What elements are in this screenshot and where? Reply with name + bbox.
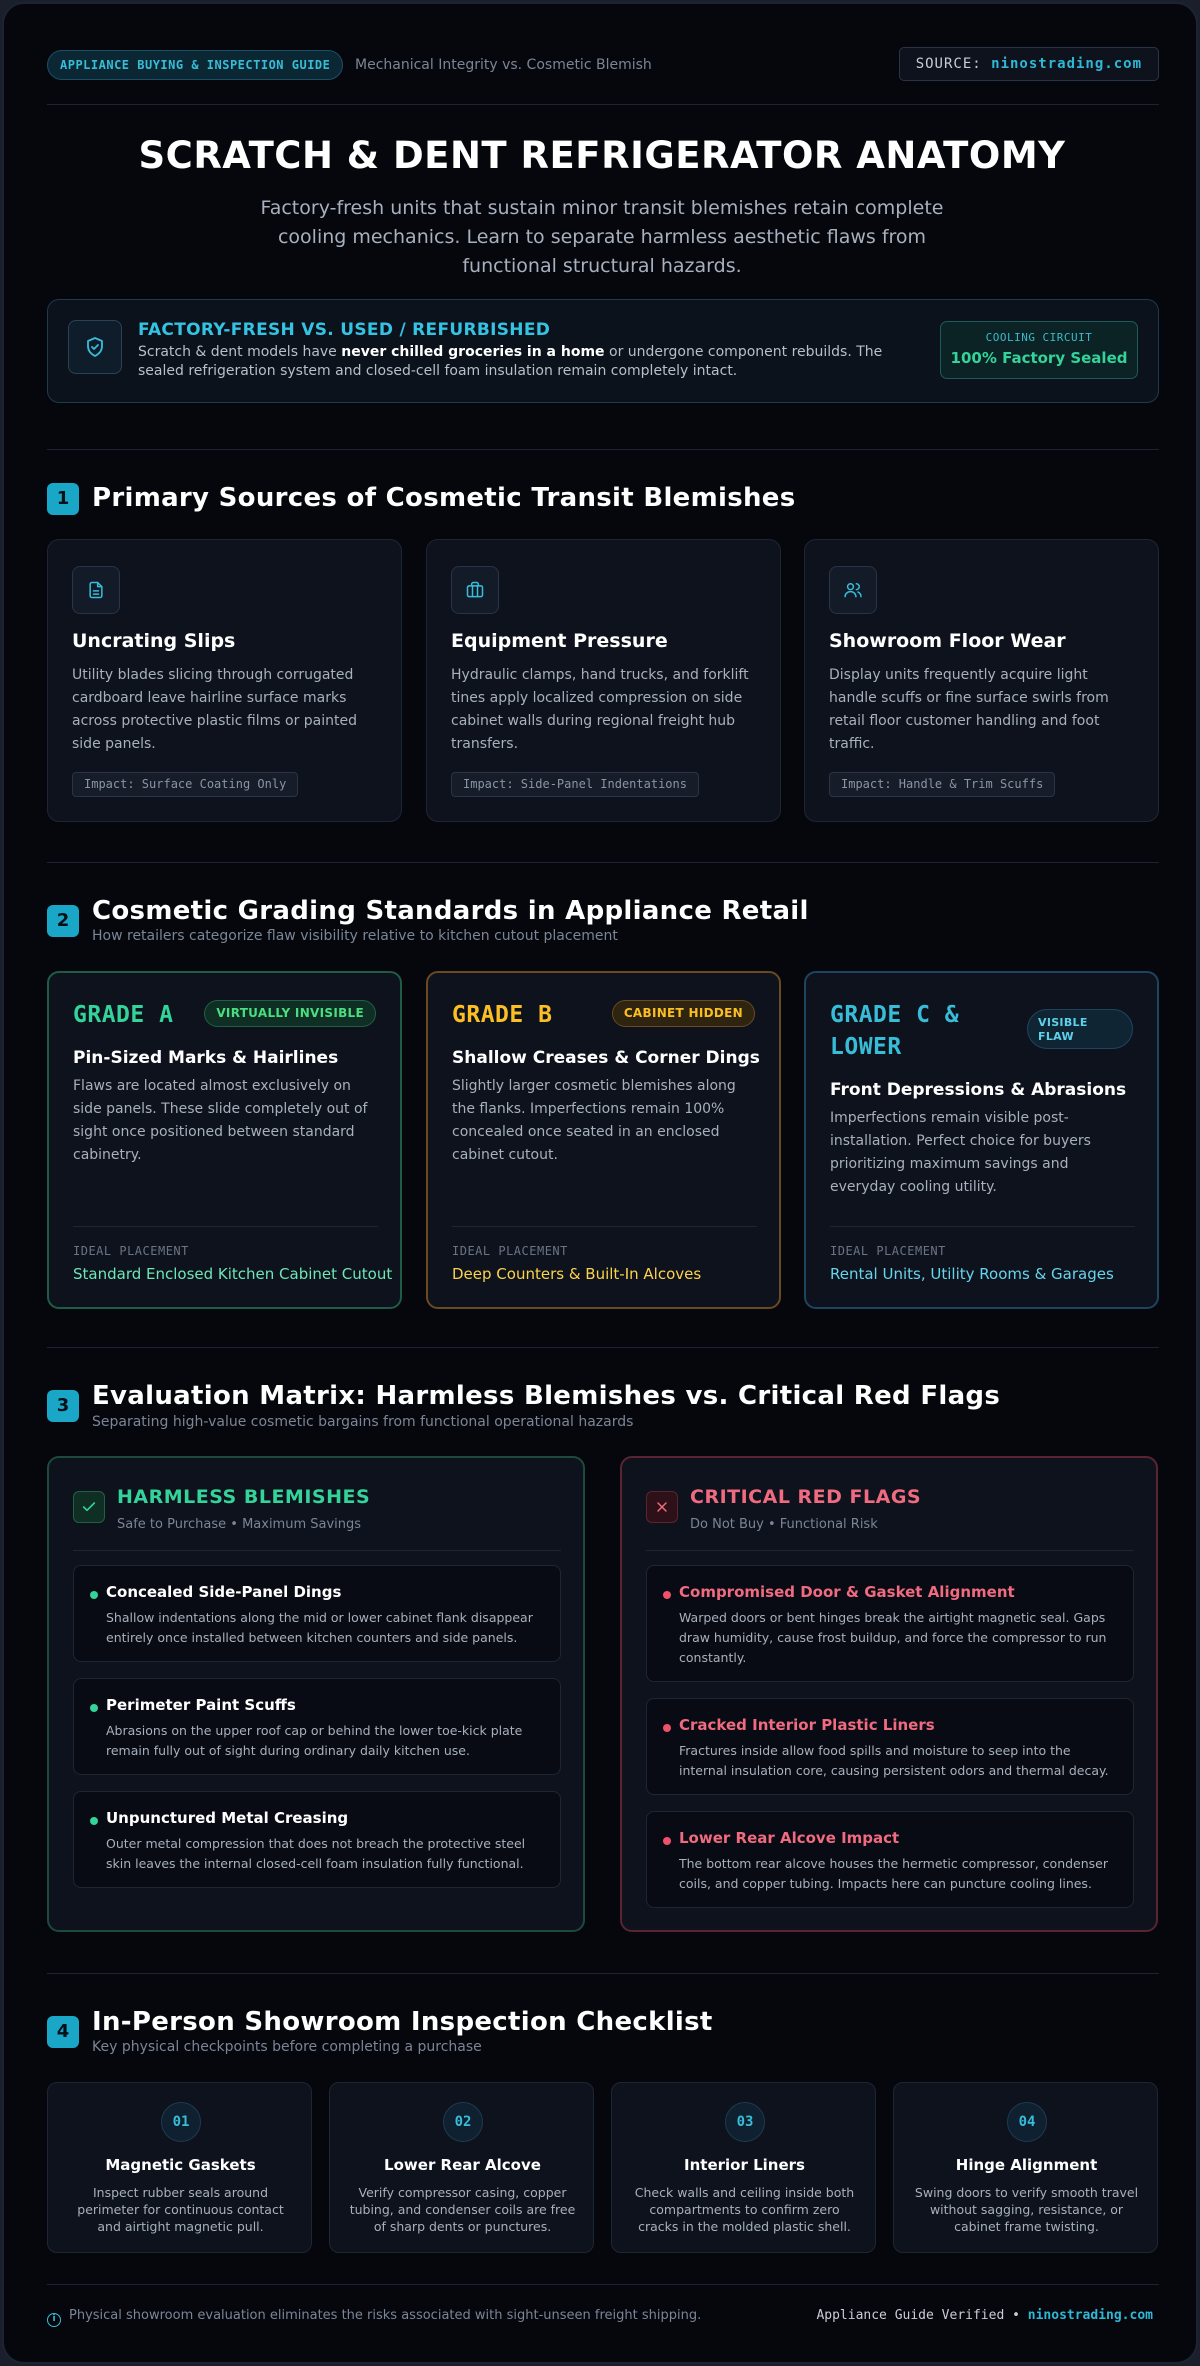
source-card [47, 539, 402, 822]
header-subtitle: Mechanical Integrity vs. Cosmetic Blemish [355, 57, 652, 73]
divider [73, 1226, 378, 1227]
seal-label: COOLING CIRCUIT [985, 331, 1093, 344]
ideal-placement-value: Rental Units, Utility Rooms & Garages [830, 1265, 1114, 1283]
divider [47, 104, 1159, 105]
grade-card-a [47, 971, 402, 1309]
list-item [73, 1565, 561, 1662]
item-title: Cracked Interior Plastic Liners [679, 1716, 935, 1734]
panel-title: CRITICAL RED FLAGS [690, 1486, 922, 1508]
factory-fresh-banner [47, 299, 1159, 403]
section-title: In-Person Showroom Inspection Checklist [92, 2007, 713, 2037]
seal-value: 100% Factory Sealed [950, 349, 1128, 367]
checklist-text: Verify compressor casing, copper tubing, and condenser coils are free of sharp dents or punctures. [349, 2185, 576, 2234]
banner-emphasis: never chilled groceries in a home [341, 344, 605, 360]
grade-text: Flaws are located almost exclusively on side panels. These slide completely out of sight once positioned between standard cabinetry. [73, 1078, 368, 1163]
item-text: Shallow indentations along the mid or lower cabinet flank disappear entirely once installed between kitchen counters and side panels. [106, 1610, 533, 1645]
item-text: Fractures inside allow food spills and moisture to seep into the internal insulation core, causing persistent odors and thermal decay. [679, 1743, 1109, 1778]
grade-name: GRADE A [73, 1002, 174, 1028]
source-prefix: SOURCE: [915, 56, 992, 72]
bullet-icon [90, 1704, 98, 1712]
checklist-title: Magnetic Gaskets [105, 2156, 256, 2174]
section-title: Cosmetic Grading Standards in Appliance Retail [92, 896, 809, 926]
checklist-text: Swing doors to verify smooth travel without sagging, resistance, or cabinet frame twisting. [914, 2185, 1139, 2234]
section-title: Primary Sources of Cosmetic Transit Blemishes [92, 483, 796, 513]
section-subtitle: Separating high-value cosmetic bargains from functional operational hazards [92, 1414, 634, 1430]
guide-pill: APPLIANCE BUYING & INSPECTION GUIDE [47, 50, 343, 80]
shield-check-icon [68, 320, 122, 374]
item-title: Unpunctured Metal Creasing [106, 1809, 349, 1827]
checklist-title: Hinge Alignment [955, 2156, 1098, 2174]
bullet-icon [663, 1837, 671, 1845]
ideal-placement-label: IDEAL PLACEMENT [830, 1244, 946, 1258]
source-card-text: Hydraulic clamps, hand trucks, and forklift tines apply localized compression on side cabinet walls during regional freight hub transfers. [451, 667, 749, 752]
grade-badge: VISIBLE FLAW [1027, 1009, 1133, 1049]
item-title: Concealed Side-Panel Dings [106, 1583, 342, 1601]
checklist-number: 01 [161, 2102, 201, 2142]
x-icon [646, 1491, 678, 1523]
item-title: Lower Rear Alcove Impact [679, 1829, 900, 1847]
check-icon [73, 1491, 105, 1523]
grade-card-b [426, 971, 781, 1309]
divider [47, 1347, 1159, 1348]
source-card [804, 539, 1159, 822]
grade-heading: Front Depressions & Abrasions [830, 1080, 1127, 1100]
source-box[interactable] [899, 47, 1159, 81]
panel-title: HARMLESS BLEMISHES [117, 1486, 371, 1508]
section-number: 4 [47, 2016, 79, 2048]
impact-tag: Impact: Handle & Trim Scuffs [829, 772, 1055, 797]
footer-site-link[interactable]: ninostrading.com [1027, 2308, 1153, 2323]
list-item [73, 1791, 561, 1888]
grade-name: GRADE B [452, 1002, 553, 1028]
grade-text: Slightly larger cosmetic blemishes along the flanks. Imperfections remain 100% concealed once seated in an enclosed cabinet cutout. [452, 1078, 736, 1163]
grade-heading: Pin-Sized Marks & Hairlines [73, 1048, 339, 1068]
grade-badge: VIRTUALLY INVISIBLE [204, 1000, 376, 1027]
section-title: Evaluation Matrix: Harmless Blemishes vs. Critical Red Flags [92, 1381, 1001, 1411]
grade-name: GRADE C & LOWER [830, 1002, 960, 1060]
section-subtitle: How retailers categorize flaw visibility relative to kitchen cutout placement [92, 928, 618, 944]
bullet-icon [90, 1591, 98, 1599]
grade-heading: Shallow Creases & Corner Dings [452, 1048, 760, 1068]
banner-title: FACTORY-FRESH VS. USED / REFURBISHED [138, 320, 551, 340]
checklist-item [47, 2082, 312, 2253]
footer-note-text: Physical showroom evaluation eliminates the risks associated with sight-unseen freight shipping. [69, 2308, 702, 2323]
section-number: 3 [47, 1390, 79, 1422]
checklist-number: 03 [725, 2102, 765, 2142]
list-item [646, 1811, 1134, 1908]
checklist-number: 04 [1007, 2102, 1047, 2142]
impact-tag: Impact: Surface Coating Only [72, 772, 298, 797]
item-title: Compromised Door & Gasket Alignment [679, 1583, 1015, 1601]
divider [452, 1226, 757, 1227]
ideal-placement-value: Standard Enclosed Kitchen Cabinet Cutout [73, 1265, 393, 1283]
ideal-placement-label: IDEAL PLACEMENT [452, 1244, 568, 1258]
checklist-item [329, 2082, 594, 2253]
divider [830, 1226, 1135, 1227]
source-card [426, 539, 781, 822]
divider [73, 1550, 561, 1551]
item-text: Warped doors or bent hinges break the airtight magnetic seal. Gaps draw humidity, cause frost buildup, and force the compressor to run constantly. [679, 1610, 1107, 1665]
checklist-title: Lower Rear Alcove [384, 2156, 541, 2174]
page-title: SCRATCH & DENT REFRIGERATOR ANATOMY [138, 134, 1066, 177]
divider [47, 2284, 1159, 2285]
divider [47, 1973, 1159, 1974]
checklist-item [611, 2082, 876, 2253]
panel-subtitle: Do Not Buy • Functional Risk [690, 1517, 878, 1532]
cooling-circuit-badge [940, 321, 1138, 379]
section-number: 1 [47, 483, 79, 515]
bullet-icon [663, 1591, 671, 1599]
banner-text: Scratch & dent models have never chilled groceries in a home or undergone component rebuilds. The sealed refrigeration system and closed-cell foam insulation remain completely intact. [138, 344, 883, 379]
source-card-text: Utility blades slicing through corrugated cardboard leave hairline surface marks across protective plastic films or painted side panels. [72, 667, 358, 752]
panel-subtitle: Safe to Purchase • Maximum Savings [117, 1517, 362, 1532]
section-subtitle: Key physical checkpoints before completing a purchase [92, 2039, 482, 2055]
footer-verified: Appliance Guide Verified • ninostrading.com [816, 2308, 1153, 2323]
page-subtitle: Factory-fresh units that sustain minor transit blemishes retain complete cooling mechanics. Learn to separate harmless aesthetic flaws from functional structural hazards. [260, 197, 944, 277]
grade-text: Imperfections remain visible post-installation. Perfect choice for buyers prioritizing maximum savings and everyday cooling utility. [830, 1110, 1091, 1195]
source-card-title: Uncrating Slips [72, 630, 236, 652]
briefcase-icon [451, 566, 499, 614]
source-card-title: Equipment Pressure [451, 630, 668, 652]
divider [47, 862, 1159, 863]
grade-card-c [804, 971, 1159, 1309]
grade-badge: CABINET HIDDEN [612, 1000, 755, 1027]
source-link[interactable]: ninostrading.com [991, 56, 1142, 72]
divider [47, 449, 1159, 450]
list-item [646, 1698, 1134, 1795]
critical-red-flags-panel [620, 1456, 1158, 1932]
footer-note [47, 2308, 701, 2327]
source-card-title: Showroom Floor Wear [829, 630, 1066, 652]
checklist-text: Inspect rubber seals around perimeter for continuous contact and airtight magnetic pull. [77, 2185, 284, 2234]
bullet-icon [663, 1724, 671, 1732]
ideal-placement-label: IDEAL PLACEMENT [73, 1244, 189, 1258]
checklist-item [893, 2082, 1158, 2253]
bullet-icon [90, 1817, 98, 1825]
info-icon: i [47, 2313, 61, 2327]
top-bar [47, 47, 1159, 83]
source-card-text: Display units frequently acquire light handle scuffs or fine surface swirls from retail floor customer handling and foot traffic. [829, 667, 1109, 752]
list-item [73, 1678, 561, 1775]
item-title: Perimeter Paint Scuffs [106, 1696, 296, 1714]
ideal-placement-value: Deep Counters & Built-In Alcoves [452, 1265, 702, 1283]
section-number: 2 [47, 905, 79, 937]
impact-tag: Impact: Side-Panel Indentations [451, 772, 699, 797]
checklist-title: Interior Liners [684, 2156, 805, 2174]
item-text: Abrasions on the upper roof cap or behind the lower toe-kick plate remain fully out of sight during ordinary daily kitchen use. [106, 1723, 523, 1758]
divider [646, 1550, 1134, 1551]
item-text: Outer metal compression that does not breach the protective steel skin leaves the internal closed-cell foam insulation fully functional. [106, 1836, 526, 1871]
checklist-text: Check walls and ceiling inside both compartments to confirm zero cracks in the molded plastic shell. [634, 2185, 855, 2234]
list-item [646, 1565, 1134, 1682]
checklist-number: 02 [443, 2102, 483, 2142]
page-frame [2, 2, 1198, 2364]
harmless-blemishes-panel [47, 1456, 585, 1932]
item-text: The bottom rear alcove houses the hermetic compressor, condenser coils, and copper tubing. Impacts here can puncture cooling lines. [679, 1856, 1109, 1891]
document-icon [72, 566, 120, 614]
users-icon [829, 566, 877, 614]
